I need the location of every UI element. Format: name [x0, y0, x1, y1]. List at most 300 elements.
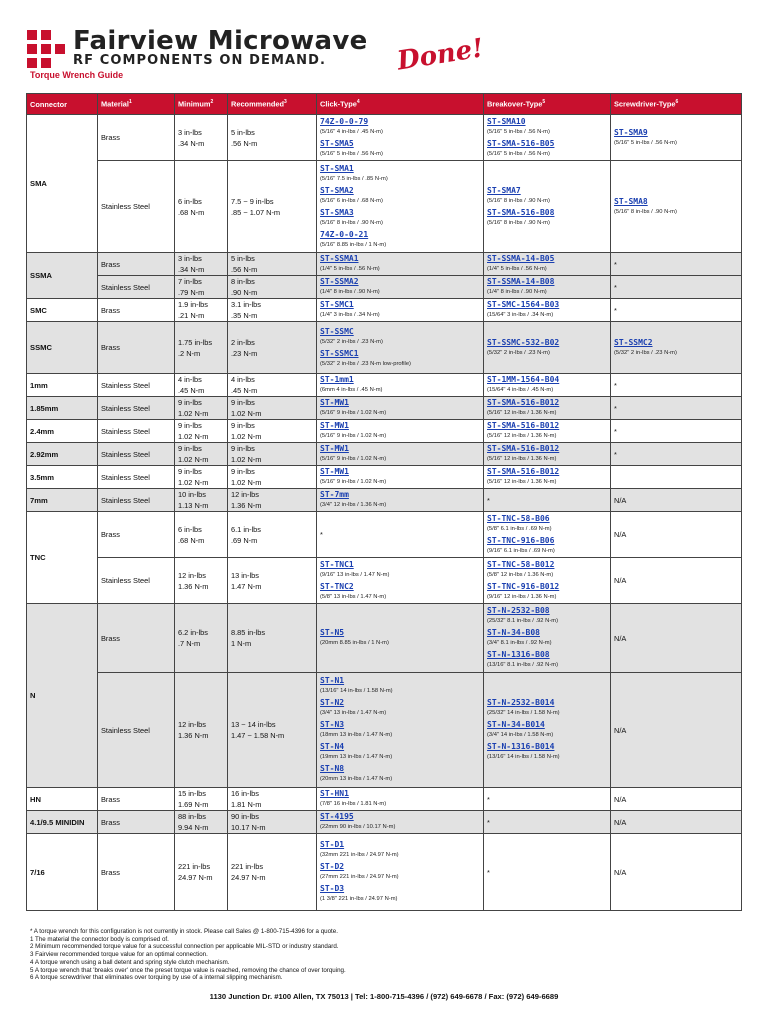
- part-number-link[interactable]: ST-SSMC: [320, 326, 354, 336]
- torque-value: 6.2 in-lbs: [178, 628, 208, 637]
- part-number-link[interactable]: ST-SSMA1: [320, 254, 359, 263]
- breakover-type-cell: [484, 374, 611, 397]
- cell-text: N/A: [614, 867, 627, 877]
- recommended-torque-cell: [228, 322, 317, 374]
- part-spec-note: (5/16" 8.85 in-lbs / 1 N-m): [320, 241, 387, 248]
- material-cell: Stainless Steel: [98, 397, 175, 420]
- click-type-cell: [317, 322, 484, 374]
- material-cell: Brass: [98, 834, 175, 911]
- header-recommended: Recommended$^3$: [228, 94, 317, 115]
- click-type-cell: [317, 115, 484, 161]
- click-type-cell: [317, 420, 484, 443]
- click-type-cell: [317, 673, 484, 788]
- torque-value: .34 N-m: [178, 265, 205, 274]
- part-number-link[interactable]: ST-N-2532-B014: [487, 698, 555, 707]
- click-type-cell: [317, 788, 484, 811]
- part-spec-note: (13/16" 14 in-lbs / 1.58 N-m): [487, 754, 560, 760]
- part-number-link[interactable]: ST-N8: [320, 764, 345, 773]
- minimum-torque-cell: [175, 673, 228, 788]
- connector-cell: 4.1/9.5 MINIDIN: [27, 811, 98, 834]
- material-cell: Brass: [98, 512, 175, 558]
- part-number-link[interactable]: ST-SMA10: [487, 116, 526, 126]
- torque-value: .7 N-m: [178, 639, 201, 648]
- footnote: * A torque wrench for this configuration is not currently in stock. Please call Sales @ 1-800-715-4396 for a quote.: [30, 928, 338, 935]
- connector-cell: SSMC: [27, 322, 98, 374]
- part-number-link[interactable]: 74Z-0-0-21: [320, 229, 369, 239]
- torque-value: 9 in-lbs: [178, 421, 202, 430]
- recommended-torque-cell: [228, 420, 317, 443]
- part-number-link[interactable]: ST-SMA-516-B012: [487, 444, 560, 453]
- cell-text: *: [614, 426, 617, 436]
- recommended-torque-cell: [228, 253, 317, 276]
- part-number-link[interactable]: ST-HN1: [320, 789, 349, 798]
- recommended-torque-cell: [228, 115, 317, 161]
- breakover-type-cell: [484, 489, 611, 512]
- part-spec-note: (5/16" 5 in-lbs / .56 N-m): [320, 150, 383, 157]
- part-number-link[interactable]: ST-N4: [320, 742, 345, 751]
- screwdriver-type-cell: [611, 512, 742, 558]
- torque-value: 1.75 in-lbs: [178, 337, 213, 347]
- part-spec-note: (5/32" 2 in-lbs / .23 N-m): [320, 338, 383, 345]
- part-number-link[interactable]: ST-SSMA-14-B08: [487, 277, 555, 286]
- material-cell: Brass: [98, 115, 175, 161]
- screwdriver-type-cell: [611, 322, 742, 374]
- page-title: Torque Wrench Guide: [30, 70, 124, 80]
- screwdriver-type-cell: [611, 558, 742, 604]
- screwdriver-type-cell: [611, 443, 742, 466]
- cell-text: *: [614, 282, 617, 292]
- part-number-link[interactable]: ST-SMC-1564-B03: [487, 300, 560, 309]
- header-screwdriver-type: Screwdriver-Type$^6$: [611, 94, 742, 115]
- torque-value: 12 in-lbs: [178, 720, 206, 729]
- part-spec-note: (5/16" 8 in-lbs / .90 N-m): [487, 197, 550, 204]
- connector-cell: TNC: [27, 512, 98, 604]
- part-number-link[interactable]: ST-N-34-B08: [487, 628, 540, 637]
- part-number-link[interactable]: ST-SSMA-14-B05: [487, 254, 555, 263]
- part-spec-note: (5/8" 12 in-lbs / 1.36 N-m): [487, 571, 554, 578]
- part-number-link[interactable]: ST-SMA9: [614, 127, 648, 137]
- part-number-link[interactable]: ST-1MM-1564-B04: [487, 375, 560, 384]
- part-number-link[interactable]: ST-MW1: [320, 444, 349, 453]
- torque-value: .69 N-m: [231, 535, 258, 545]
- torque-value: 9 in-lbs: [178, 467, 202, 476]
- part-number-link[interactable]: ST-SMA-516-B05: [487, 138, 555, 148]
- click-type-cell: [317, 276, 484, 299]
- click-type-cell: [317, 299, 484, 322]
- part-number-link[interactable]: ST-D2: [320, 862, 345, 871]
- torque-value: 12 in-lbs: [178, 570, 206, 580]
- table-row: [27, 558, 742, 604]
- cell-text: N/A: [614, 794, 627, 804]
- breakover-type-cell: [484, 811, 611, 834]
- breakover-type-cell: [484, 420, 611, 443]
- part-number-link[interactable]: ST-TNC-58-B06: [487, 513, 550, 523]
- brand-tagline: RF COMPONENTS ON DEMAND.: [73, 53, 327, 68]
- recommended-torque-cell: [228, 276, 317, 299]
- cell-text: *: [614, 259, 617, 269]
- breakover-type-cell: [484, 834, 611, 911]
- torque-value: 9 in-lbs: [178, 444, 202, 453]
- torque-value: 10 in-lbs: [178, 490, 206, 499]
- cell-text: N/A: [614, 530, 627, 539]
- connector-cell: SMA: [27, 115, 98, 253]
- material-cell: Stainless Steel: [98, 558, 175, 604]
- connector-cell: N: [27, 604, 98, 788]
- minimum-torque-cell: [175, 322, 228, 374]
- cell-text: N/A: [614, 576, 627, 585]
- minimum-torque-cell: [175, 420, 228, 443]
- cell-text: *: [614, 449, 617, 459]
- minimum-torque-cell: [175, 604, 228, 673]
- footnote: 6 A torque screwdriver that eliminates over torquing by use of a internal slipping mechanism.: [30, 974, 283, 982]
- part-spec-note: (19mm 13 in-lbs / 1.47 N-m): [320, 754, 393, 760]
- part-number-link[interactable]: ST-MW1: [320, 398, 349, 407]
- part-spec-note: (15/64" 4 in-lbs / .45 N-m): [487, 387, 554, 393]
- screwdriver-type-cell: [611, 420, 742, 443]
- breakover-type-cell: [484, 299, 611, 322]
- torque-value: 24.97 N-m: [231, 873, 266, 882]
- part-number-link[interactable]: ST-SMA5: [320, 138, 354, 148]
- part-number-link[interactable]: ST-N-34-B014: [487, 720, 545, 729]
- header-breakover-type: Breakover-Type$^5$: [484, 94, 611, 115]
- torque-value: 7.5 ~ 9 in-lbs: [231, 196, 274, 206]
- torque-value: 1.36 N-m: [231, 501, 262, 510]
- material-cell: Stainless Steel: [98, 161, 175, 253]
- torque-value: .2 N-m: [178, 348, 201, 358]
- torque-value: 24.97 N-m: [178, 873, 213, 882]
- recommended-torque-cell: [228, 161, 317, 253]
- connector-cell: SMC: [27, 299, 98, 322]
- minimum-torque-cell: [175, 489, 228, 512]
- torque-value: 7 in-lbs: [178, 277, 202, 286]
- torque-value: .90 N-m: [231, 288, 258, 297]
- recommended-torque-cell: [228, 604, 317, 673]
- part-number-link[interactable]: ST-SMA8: [614, 196, 648, 206]
- minimum-torque-cell: [175, 834, 228, 911]
- screwdriver-type-cell: [611, 397, 742, 420]
- part-spec-note: (3/4" 12 in-lbs / 1.36 N-m): [320, 502, 387, 508]
- part-spec-note: (5/32" 2 in-lbs / .23 N-m): [487, 349, 550, 356]
- torque-value: .85 ~ 1.07 N-m: [231, 207, 281, 217]
- torque-value: 221 in-lbs: [231, 862, 264, 871]
- material-cell: Brass: [98, 253, 175, 276]
- table-row: [27, 834, 742, 911]
- company-address: 1130 Junction Dr. #100 Allen, TX 75013 | Tel: 1-800-715-4396 / (972) 649-6678 / Fax: (972) 649-6689: [209, 992, 559, 1001]
- connector-cell: 7/16: [27, 834, 98, 911]
- part-number-link[interactable]: ST-N5: [320, 628, 345, 637]
- torque-value: .56 N-m: [231, 138, 258, 148]
- breakover-type-cell: [484, 322, 611, 374]
- part-number-link[interactable]: ST-N2: [320, 698, 345, 707]
- click-type-cell: [317, 834, 484, 911]
- table-row: [27, 811, 742, 834]
- torque-value: 13 in-lbs: [231, 570, 259, 580]
- recommended-torque-cell: [228, 673, 317, 788]
- minimum-torque-cell: [175, 443, 228, 466]
- part-spec-note: (3/4" 13 in-lbs / 1.47 N-m): [320, 710, 387, 716]
- minimum-torque-cell: [175, 397, 228, 420]
- part-number-link[interactable]: ST-MW1: [320, 421, 349, 430]
- material-cell: Stainless Steel: [98, 673, 175, 788]
- minimum-torque-cell: [175, 299, 228, 322]
- recommended-torque-cell: [228, 466, 317, 489]
- torque-value: 5 in-lbs: [231, 254, 255, 263]
- torque-value: 1 N-m: [231, 639, 252, 648]
- torque-value: 15 in-lbs: [178, 789, 206, 798]
- torque-value: 1.02 N-m: [231, 409, 262, 418]
- torque-value: 1.02 N-m: [231, 455, 262, 464]
- minimum-torque-cell: [175, 512, 228, 558]
- torque-value: 1.02 N-m: [178, 455, 209, 464]
- part-number-link[interactable]: ST-N3: [320, 720, 345, 729]
- part-number-link[interactable]: ST-N-2532-B08: [487, 606, 550, 615]
- minimum-torque-cell: [175, 558, 228, 604]
- recommended-torque-cell: [228, 811, 317, 834]
- part-spec-note: (9/16" 6.1 in-lbs / .69 N-m): [487, 547, 555, 554]
- recommended-torque-cell: [228, 788, 317, 811]
- click-type-cell: [317, 512, 484, 558]
- screwdriver-type-cell: [611, 673, 742, 788]
- torque-value: .35 N-m: [231, 311, 258, 320]
- torque-value: .56 N-m: [231, 265, 258, 274]
- cell-text: *: [487, 867, 490, 877]
- part-spec-note: (1/4" 5 in-lbs / .56 N-m): [320, 266, 380, 272]
- part-spec-note: (9/16" 12 in-lbs / 1.36 N-m): [487, 593, 557, 600]
- part-number-link[interactable]: ST-SMA2: [320, 185, 354, 195]
- part-spec-note: (25/32" 14 in-lbs / 1.58 N-m): [487, 710, 560, 716]
- table-row: [27, 489, 742, 512]
- part-spec-note: (20mm 8.85 in-lbs / 1 N-m): [320, 640, 389, 646]
- part-number-link[interactable]: ST-N-1316-B014: [487, 742, 555, 751]
- table-row: [27, 604, 742, 673]
- click-type-cell: [317, 466, 484, 489]
- table-row: [27, 466, 742, 489]
- part-spec-note: (5/16" 12 in-lbs / 1.36 N-m): [487, 410, 557, 416]
- part-number-link[interactable]: ST-SMC1: [320, 300, 354, 309]
- part-spec-note: (1 3/8" 221 in-lbs / 24.97 N-m): [320, 896, 398, 902]
- click-type-cell: [317, 558, 484, 604]
- cell-text: *: [320, 530, 323, 539]
- torque-value: 1.69 N-m: [178, 800, 209, 809]
- part-number-link[interactable]: ST-SSMC1: [320, 348, 359, 358]
- torque-value: 8 in-lbs: [231, 277, 255, 286]
- torque-value: 9.94 N-m: [178, 823, 209, 832]
- torque-value: 1.36 N-m: [178, 581, 209, 591]
- part-number-link[interactable]: ST-SMA-516-B08: [487, 207, 555, 217]
- torque-value: .45 N-m: [231, 386, 258, 395]
- part-number-link[interactable]: ST-TNC-916-B012: [487, 581, 560, 591]
- torque-value: 1.02 N-m: [178, 409, 209, 418]
- table-row: [27, 161, 742, 253]
- part-spec-note: (32mm 221 in-lbs / 24.97 N-m): [320, 852, 399, 858]
- minimum-torque-cell: [175, 466, 228, 489]
- part-number-link[interactable]: ST-D3: [320, 884, 345, 893]
- connector-cell: 3.5mm: [27, 466, 98, 489]
- breakover-type-cell: [484, 397, 611, 420]
- screwdriver-type-cell: [611, 161, 742, 253]
- part-number-link[interactable]: ST-TNC-58-B012: [487, 559, 555, 569]
- part-number-link[interactable]: ST-SSMC-532-B02: [487, 337, 560, 347]
- screwdriver-type-cell: [611, 788, 742, 811]
- header-minimum: Minimum$^2$: [175, 94, 228, 115]
- part-spec-note: (5/8" 13 in-lbs / 1.47 N-m): [320, 593, 387, 600]
- material-cell: Stainless Steel: [98, 374, 175, 397]
- torque-value: 9 in-lbs: [231, 398, 255, 407]
- cell-text: *: [487, 794, 490, 804]
- part-number-link[interactable]: ST-SMA-516-B012: [487, 421, 560, 430]
- screwdriver-type-cell: [611, 834, 742, 911]
- screwdriver-type-cell: [611, 489, 742, 512]
- material-cell: Stainless Steel: [98, 443, 175, 466]
- table-row: [27, 443, 742, 466]
- cell-text: *: [614, 305, 617, 315]
- part-spec-note: (3/4" 14 in-lbs / 1.58 N-m): [487, 732, 554, 738]
- screwdriver-type-cell: [611, 115, 742, 161]
- torque-value: .45 N-m: [178, 386, 205, 395]
- click-type-cell: [317, 604, 484, 673]
- screwdriver-type-cell: [611, 299, 742, 322]
- part-spec-note: (5/32" 2 in-lbs / .23 N-m low-profile): [320, 360, 411, 367]
- cell-text: *: [614, 403, 617, 413]
- torque-value: 9 in-lbs: [231, 421, 255, 430]
- footnote: 2 Minimum recommended torque value for a successful connection per applicable MIL-STD or industry standard.: [30, 943, 339, 951]
- part-number-link[interactable]: ST-SSMA2: [320, 277, 359, 286]
- torque-value: 3 in-lbs: [178, 127, 202, 137]
- connector-cell: HN: [27, 788, 98, 811]
- recommended-torque-cell: [228, 512, 317, 558]
- part-spec-note: (5/16" 9 in-lbs / 1.02 N-m): [320, 410, 387, 416]
- minimum-torque-cell: [175, 788, 228, 811]
- table-row: [27, 115, 742, 161]
- brand-name: Fairview Microwave: [73, 26, 368, 56]
- material-cell: Brass: [98, 788, 175, 811]
- part-spec-note: (5/16" 8 in-lbs / .90 N-m): [320, 219, 383, 226]
- minimum-torque-cell: [175, 374, 228, 397]
- connector-cell: 1mm: [27, 374, 98, 397]
- cell-text: *: [614, 380, 617, 390]
- part-spec-note: (5/16" 9 in-lbs / 1.02 N-m): [320, 479, 387, 485]
- part-spec-note: (3/4" 8.1 in-lbs / .92 N-m): [487, 640, 552, 646]
- part-spec-note: (5/16" 5 in-lbs / .56 N-m): [487, 150, 550, 157]
- header-material: Material$^1$: [98, 94, 175, 115]
- material-cell: Brass: [98, 322, 175, 374]
- click-type-cell: [317, 161, 484, 253]
- part-spec-note: (5/16" 9 in-lbs / 1.02 N-m): [320, 456, 387, 462]
- part-number-link[interactable]: ST-SMA1: [320, 163, 354, 173]
- click-type-cell: [317, 811, 484, 834]
- torque-value: 12 in-lbs: [231, 490, 259, 499]
- connector-cell: SSMA: [27, 253, 98, 299]
- material-cell: Brass: [98, 299, 175, 322]
- part-spec-note: (13/16" 14 in-lbs / 1.58 N-m): [320, 688, 393, 694]
- recommended-torque-cell: [228, 558, 317, 604]
- table-row: [27, 673, 742, 788]
- part-number-link[interactable]: ST-N-1316-B08: [487, 650, 550, 659]
- table-row: [27, 397, 742, 420]
- screwdriver-type-cell: [611, 604, 742, 673]
- part-spec-note: (7/8" 16 in-lbs / 1.81 N-m): [320, 801, 387, 807]
- breakover-type-cell: [484, 604, 611, 673]
- part-number-link[interactable]: ST-1mm1: [320, 375, 354, 384]
- table-row: [27, 788, 742, 811]
- torque-value: .68 N-m: [178, 535, 205, 545]
- minimum-torque-cell: [175, 161, 228, 253]
- material-cell: Stainless Steel: [98, 466, 175, 489]
- part-number-link[interactable]: ST-D1: [320, 840, 345, 849]
- part-spec-note: (18mm 13 in-lbs / 1.47 N-m): [320, 732, 393, 738]
- material-cell: Stainless Steel: [98, 420, 175, 443]
- screwdriver-type-cell: [611, 253, 742, 276]
- part-spec-note: (5/16" 5 in-lbs / .56 N-m): [487, 128, 550, 135]
- torque-value: 88 in-lbs: [178, 812, 206, 821]
- torque-value: 3 in-lbs: [178, 254, 202, 263]
- screwdriver-type-cell: [611, 276, 742, 299]
- screwdriver-type-cell: [611, 466, 742, 489]
- torque-table: [26, 93, 742, 911]
- part-spec-note: (5/16" 12 in-lbs / 1.36 N-m): [487, 433, 557, 439]
- recommended-torque-cell: [228, 397, 317, 420]
- torque-value: 1.36 N-m: [178, 731, 209, 740]
- part-number-link[interactable]: ST-SMA7: [487, 185, 521, 195]
- part-spec-note: (5/16" 4 in-lbs / .45 N-m): [320, 128, 383, 135]
- table-row: [27, 374, 742, 397]
- part-number-link[interactable]: ST-SSMC2: [614, 337, 653, 347]
- part-number-link[interactable]: 74Z-0-0-79: [320, 116, 369, 126]
- breakover-type-cell: [484, 115, 611, 161]
- part-spec-note: (5/16" 12 in-lbs / 1.36 N-m): [487, 479, 557, 485]
- footnote: 5 A torque wrench that 'breaks over' once the preset torque value is reached, removing the chance of over torquing.: [30, 966, 346, 974]
- part-spec-note: (25/32" 8.1 in-lbs / .92 N-m): [487, 618, 559, 624]
- part-number-link[interactable]: ST-TNC2: [320, 581, 354, 591]
- part-number-link[interactable]: ST-SMA3: [320, 207, 354, 217]
- torque-value: 9 in-lbs: [231, 444, 255, 453]
- part-number-link[interactable]: ST-SMA-516-B012: [487, 467, 560, 476]
- part-number-link[interactable]: ST-TNC-916-B06: [487, 535, 555, 545]
- part-spec-note: (5/16" 5 in-lbs / .56 N-m): [614, 139, 677, 146]
- torque-value: 1.02 N-m: [178, 478, 209, 487]
- part-spec-note: (15/64" 3 in-lbs / .34 N-m): [487, 312, 554, 318]
- logo-grid-icon: [27, 30, 67, 70]
- breakover-type-cell: [484, 466, 611, 489]
- table-row: [27, 276, 742, 299]
- torque-value: 3.1 in-lbs: [231, 300, 261, 309]
- torque-value: 6.1 in-lbs: [231, 524, 261, 534]
- screwdriver-type-cell: [611, 374, 742, 397]
- part-number-link[interactable]: ST-4195: [320, 812, 354, 821]
- part-spec-note: (6mm 4 in-lbs / .45 N-m): [320, 387, 383, 393]
- material-cell: Brass: [98, 604, 175, 673]
- part-number-link[interactable]: ST-N1: [320, 676, 345, 685]
- table-row: [27, 322, 742, 374]
- torque-value: .68 N-m: [178, 207, 205, 217]
- torque-value: 9 in-lbs: [178, 398, 202, 407]
- torque-value: 5 in-lbs: [231, 127, 255, 137]
- table-row: [27, 420, 742, 443]
- part-number-link[interactable]: ST-7mm: [320, 490, 349, 499]
- part-spec-note: (22mm 90 in-lbs / 10.17 N-m): [320, 824, 396, 830]
- part-spec-note: (1/4" 8 in-lbs / .90 N-m): [487, 289, 547, 295]
- footnotes: [30, 928, 346, 982]
- part-number-link[interactable]: ST-MW1: [320, 467, 349, 476]
- part-number-link[interactable]: ST-TNC1: [320, 559, 354, 569]
- torque-value: 4 in-lbs: [231, 375, 255, 384]
- part-spec-note: (5/16" 7.5 in-lbs / .85 N-m): [320, 175, 388, 182]
- breakover-type-cell: [484, 558, 611, 604]
- torque-value: 6 in-lbs: [178, 524, 202, 534]
- part-spec-note: (5/16" 8 in-lbs / .90 N-m): [614, 208, 677, 215]
- part-number-link[interactable]: ST-SMA-516-B012: [487, 398, 560, 407]
- part-spec-note: (27mm 221 in-lbs / 24.97 N-m): [320, 874, 399, 880]
